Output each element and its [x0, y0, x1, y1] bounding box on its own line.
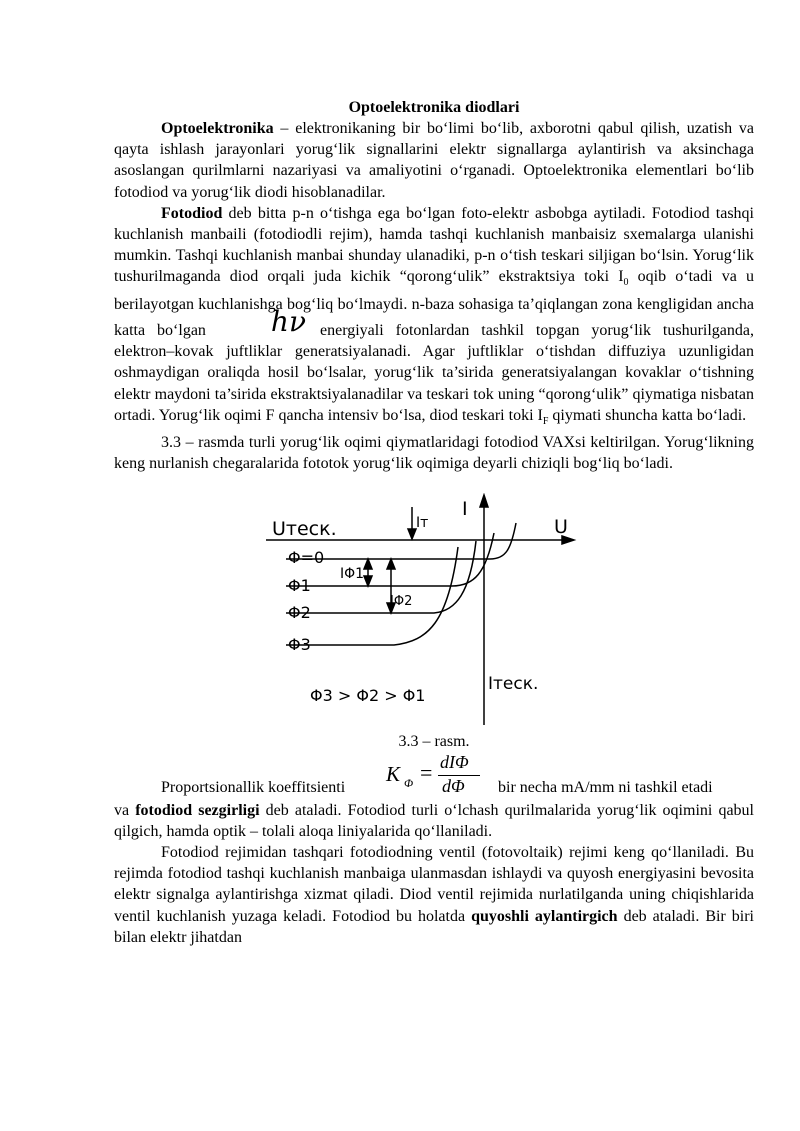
axis-i-arrow — [480, 495, 488, 507]
document-page — [114, 97, 754, 948]
paragraph-optoelectronics — [114, 118, 754, 203]
vax-figure — [114, 493, 754, 731]
term-optoelektronika: Optoelektronika — [161, 120, 274, 137]
p2-text-b: oqib o‘tadi va u berilayotgan kuchlanishga bog‘liq bo‘lmaydi. n-baza sohasiga ta’qiqlangan zona kengligidan ancha katta bo‘lgan — [114, 268, 754, 340]
p4-text-b: bir necha mA/mm ni tashkil etadi — [498, 778, 713, 796]
p5-text-a: Fotodiod rejimidan tashqari fotodiodning ventil (fotovoltaik) rejimi keng qo‘llaniladi. Bu rejimda fotodiod tashqi kuchlanish manbaiga ulanmasdan ishlaydi va quyosh energiyasini bevosita elektr signalga aylantirishga xizmat qiladi. Diod ventil rejimida nurlatilganda uning chiqishlarida ventil kuchlanish yuzaga keladi. Fotodiod bu holatda — [114, 844, 754, 925]
p2-subF: F — [542, 416, 549, 428]
p4-text-d: deb ataladi. Fotodiod turli o‘lchash qurilmalarida yorug‘lik oqimini qabul qilgich, hamda optik – tolali aloqa liniyalarida qo‘llaniladi. — [114, 801, 754, 840]
formula-sub: Φ — [404, 775, 414, 790]
p2-text-d: qiymati shuncha katta bo‘ladi. — [548, 406, 747, 424]
i-tesk-label: Iтеск. — [488, 673, 539, 694]
i-phi2-label: IΦ2 — [390, 593, 413, 609]
formula-line — [114, 752, 754, 800]
vax-diagram — [114, 493, 754, 731]
sensitivity-formula — [386, 752, 496, 798]
formula-k: K — [386, 761, 401, 786]
paragraph-figure-ref: 3.3 – rasmda turli yorug‘lik oqimi qiymatlaridagi fotodiod VAXsi keltirilgan. Yorug‘likning keng nurlanish chegaralarida fototok yorug‘lik oqimiga deyarli chiziqli bog‘liq bo‘ladi. — [114, 434, 754, 473]
axis-u-label: U — [554, 515, 568, 538]
figure-caption: 3.3 – rasm. — [398, 732, 470, 750]
phi3-label: Φ3 — [288, 634, 311, 654]
document-title: Optoelektronika diodlari — [348, 99, 520, 116]
i-phi1-label: IΦ1 — [340, 565, 365, 582]
term-fotodiod-sezgirligi: fotodiod sezgirligi — [135, 801, 260, 819]
p2-text-a: deb bitta p-n o‘tishga ega bo‘lgan foto-elektr asbobga aytiladi. Fotodiod tashqi kuchlanish manbaili (fotodiodli rejim), hamda tashqi kuchlanish manbaisiz sxemalarga ulanishi mumkin. Tashqi kuchlanish manbai shunday ulanadiki, p-n o‘tish teskari siljigan bo‘lsin. Yorug‘lik tushurilmaganda diod orqali juda kichik “qorong‘ulik” ekstraktsiya toki I — [114, 204, 754, 286]
u-tesk-label: Uтеск. — [272, 517, 337, 540]
axis-i-label: I — [462, 497, 468, 520]
p4-text-c: va — [114, 801, 136, 819]
p2-text-c: energiyali fotonlardan tashkil topgan yorug‘lik tushurilganda, elektron–kovak juftliklar generatsiyalanadi. Agar juftliklar o‘tishdan diffuziya uzunligidan oshmaydigan oraliqda hosil bo‘lsalar, yorug‘lik ta’sirida generatsiyalangan kovaklar o‘tishning elektr maydoni ta’sirida ekstraktsiyalanadilar va teskari tok uning “qorong‘ulik” qiymatiga nisbatan ortadi. Yorug‘lik oqimi F qancha intensiv bo‘lsa, diod teskari toki I — [114, 322, 755, 424]
paragraph-sensitivity — [114, 800, 754, 842]
term-fotodiod: Fotodiod — [161, 204, 223, 222]
phi-relation-label: Φ3 > Φ2 > Φ1 — [310, 685, 426, 705]
p2-sub0: 0 — [623, 277, 629, 289]
phi0-label: Φ=0 — [288, 547, 325, 567]
formula-numerator: dIΦ — [440, 751, 469, 772]
paragraph-ventil-mode — [114, 842, 754, 948]
i-t-arrowhead — [408, 529, 416, 539]
p1-text: – elektronikaning bir bo‘limi bo‘lib, axborotni qabul qilish, uzatish va qayta ishlash jarayonlari yorug‘lik signallarini elektr signallarga aylantirish va aksinchaga asoslangan qurilmlarni nazariyasi va amaliyotini o‘rganadi. Optoelektronika elementlari bo‘lib fotodiod va yorug‘lik diodi hisoblanadilar. — [114, 120, 754, 201]
photon-energy-symbol: hν — [270, 305, 306, 339]
p5-text-b: deb ataladi. Bir biri bilan elektr jihatdan — [114, 907, 754, 946]
i-t-label: Iт — [416, 514, 429, 531]
paragraph-photodiode — [114, 203, 754, 432]
term-quyoshli-aylantirgich: quyoshli aylantirgich — [471, 907, 618, 925]
p4-text-a: Proportsionallik koeffitsienti — [161, 778, 346, 796]
formula-denominator: dΦ — [442, 775, 465, 796]
phi2-label: Φ2 — [288, 602, 311, 622]
formula-eq: = — [420, 759, 433, 785]
phi1-label: Φ1 — [288, 575, 311, 595]
